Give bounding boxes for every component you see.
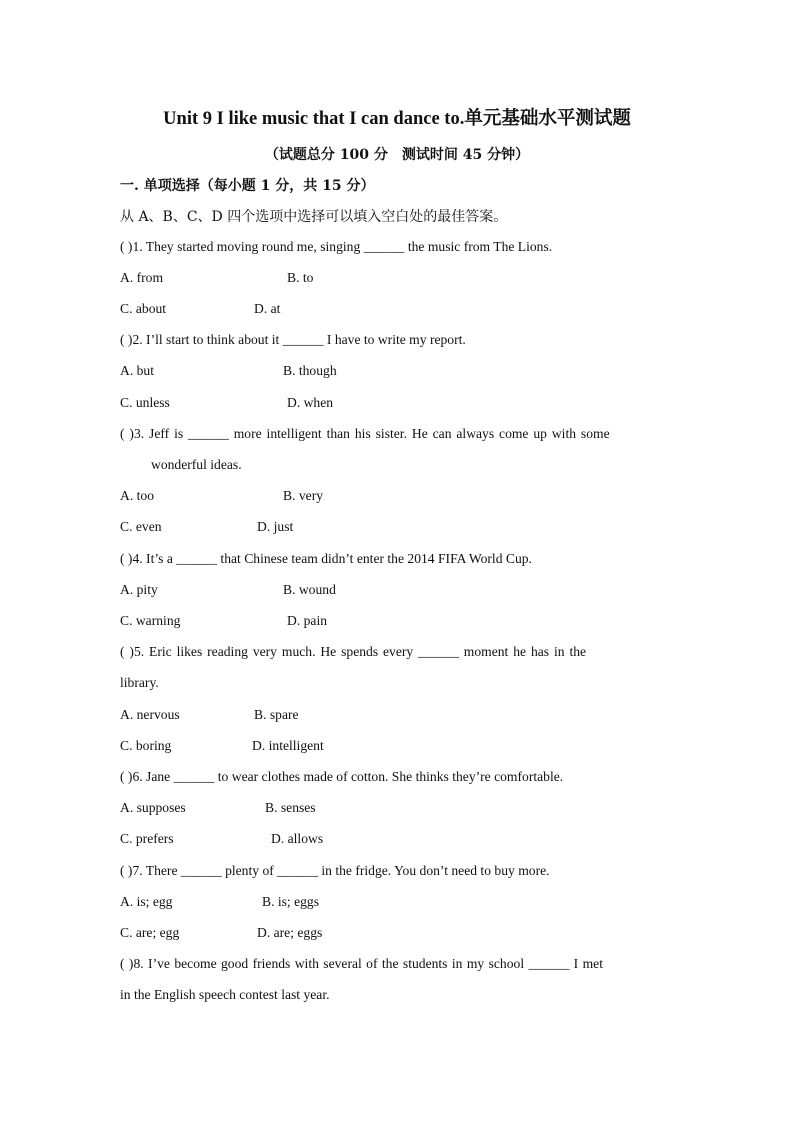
question-2-option-b: B. though (283, 363, 337, 378)
question-6-text: ( )6. Jane ______ to wear clothes made of cotton. She thinks they’re comfortable. (120, 769, 564, 784)
question-3-option-c: C. even (120, 519, 162, 534)
question-5-text: ( )5. Eric likes reading very much. He spends every ______ moment he has in the (120, 644, 587, 659)
page-title: Unit 9 I like music that I can dance to.单元基础水平测试题 (163, 109, 631, 129)
question-5-option-b: B. spare (254, 707, 299, 722)
question-3-text: ( )3. Jeff is ______ more intelligent than his sister. He can always come up with some (120, 426, 610, 441)
question-4-option-b: B. wound (283, 582, 336, 597)
question-1-option-a: A. from (120, 270, 164, 285)
question-2-option-d: D. when (287, 395, 334, 410)
question-6-option-c: C. prefers (120, 831, 174, 846)
question-8-text-continued: in the English speech contest last year. (120, 987, 330, 1002)
page-subtitle: （试题总分 100 分 测试时间 45 分钟） (264, 147, 530, 163)
question-7-option-a: A. is; egg (120, 894, 173, 909)
question-8-text: ( )8. I’ve become good friends with several of the students in my school ______ I met (120, 956, 603, 971)
question-5-text-continued: library. (120, 675, 159, 690)
question-7-option-b: B. is; eggs (262, 894, 320, 909)
question-2-option-c: C. unless (120, 395, 170, 410)
question-3-option-a: A. too (120, 488, 154, 503)
section-heading: 一. 单项选择（每小题 1 分，共 15 分） (120, 178, 375, 194)
question-5-option-a: A. nervous (120, 707, 180, 722)
question-7-option-d: D. are; eggs (257, 925, 323, 940)
question-3-text-continued: wonderful ideas. (151, 457, 242, 472)
question-5-option-c: C. boring (120, 738, 172, 753)
question-1-option-d: D. at (254, 301, 281, 316)
question-3-option-b: B. very (283, 488, 324, 503)
question-6-option-b: B. senses (265, 800, 316, 815)
question-7-text: ( )7. There ______ plenty of ______ in the fridge. You don’t need to buy more. (120, 863, 550, 878)
question-1-option-c: C. about (120, 301, 167, 316)
question-6-option-a: A. supposes (120, 800, 186, 815)
question-2-text: ( )2. I’ll start to think about it ______ I have to write my report. (120, 332, 466, 347)
question-4-option-d: D. pain (287, 613, 328, 628)
question-7-option-c: C. are; egg (120, 925, 180, 940)
question-1-option-b: B. to (287, 270, 314, 285)
section-instruction: 从 A、B、C、D 四个选项中选择可以填入空白处的最佳答案。 (120, 209, 508, 225)
question-4-option-c: C. warning (120, 613, 181, 628)
question-3-option-d: D. just (257, 519, 294, 534)
question-6-option-d: D. allows (271, 831, 324, 846)
question-4-option-a: A. pity (120, 582, 158, 597)
question-5-option-d: D. intelligent (252, 738, 324, 753)
question-2-option-a: A. but (120, 363, 154, 378)
question-4-text: ( )4. It’s a ______ that Chinese team didn’t enter the 2014 FIFA World Cup. (120, 551, 532, 566)
question-1-text: ( )1. They started moving round me, singing ______ the music from The Lions. (120, 239, 553, 254)
